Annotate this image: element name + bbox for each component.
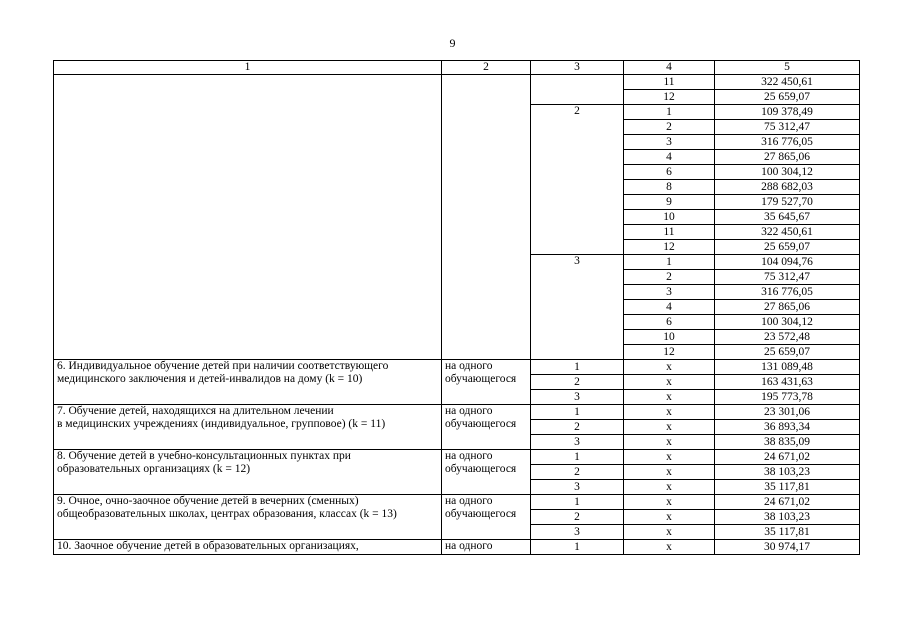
unit-line: на одного: [445, 360, 493, 373]
amount-cell: 27 865,06: [715, 300, 860, 315]
header-col-4: 4: [624, 61, 715, 75]
coef-cell: х: [624, 540, 715, 555]
amount-cell: 75 312,47: [715, 270, 860, 285]
amount-cell: 35 645,67: [715, 210, 860, 225]
coef-cell: 1: [624, 255, 715, 270]
continued-description-cell: [54, 75, 442, 360]
amount-cell: 38 103,23: [715, 465, 860, 480]
level-cell: 3: [531, 390, 624, 405]
amount-cell: 104 094,76: [715, 255, 860, 270]
amount-cell: 322 450,61: [715, 225, 860, 240]
description-line: 7. Обучение детей, находящихся на длительном лечении: [57, 405, 334, 418]
coef-cell: 1: [624, 105, 715, 120]
amount-cell: 30 974,17: [715, 540, 860, 555]
amount-cell: 36 893,34: [715, 420, 860, 435]
level-cell: 3: [531, 255, 624, 360]
amount-cell: 316 776,05: [715, 135, 860, 150]
section-description: [54, 405, 442, 450]
coef-cell: 3: [624, 285, 715, 300]
table-row: [54, 75, 860, 90]
coef-cell: 2: [624, 120, 715, 135]
coef-cell: 2: [624, 270, 715, 285]
coef-cell: х: [624, 360, 715, 375]
unit-line: на одного: [445, 450, 493, 463]
section-unit: [442, 405, 531, 450]
level-cell: 1: [531, 450, 624, 465]
amount-cell: 27 865,06: [715, 150, 860, 165]
amount-cell: 38 103,23: [715, 510, 860, 525]
amount-cell: 163 431,63: [715, 375, 860, 390]
coef-cell: 4: [624, 150, 715, 165]
tariff-table: [53, 60, 860, 555]
level-cell: 1: [531, 495, 624, 510]
coef-cell: 12: [624, 240, 715, 255]
section-unit: на одного: [442, 540, 531, 555]
unit-line: на одного: [445, 495, 493, 508]
amount-cell: 25 659,07: [715, 90, 860, 105]
header-col-3: 3: [531, 61, 624, 75]
coef-cell: 3: [624, 135, 715, 150]
section-description: [54, 495, 442, 540]
level-cell: 3: [531, 480, 624, 495]
coef-cell: 11: [624, 225, 715, 240]
header-col-1: 1: [54, 61, 442, 75]
continued-unit-cell: [442, 75, 531, 360]
coef-cell: 11: [624, 75, 715, 90]
level-cell: 2: [531, 465, 624, 480]
coef-cell: 12: [624, 345, 715, 360]
level-cell: 3: [531, 525, 624, 540]
level-cell: 2: [531, 510, 624, 525]
table-row: [54, 360, 860, 375]
level-cell: 3: [531, 435, 624, 450]
amount-cell: 25 659,07: [715, 345, 860, 360]
header-col-2: 2: [442, 61, 531, 75]
description-line: 9. Очное, очно-заочное обучение детей в вечерних (сменных): [57, 495, 359, 508]
amount-cell: 131 089,48: [715, 360, 860, 375]
description-line: общеобразовательных школах, центрах образования, классах (k = 13): [57, 508, 397, 521]
table-row: [54, 450, 860, 465]
coef-cell: х: [624, 375, 715, 390]
amount-cell: 75 312,47: [715, 120, 860, 135]
amount-cell: 100 304,12: [715, 165, 860, 180]
level-cell: 1: [531, 540, 624, 555]
coef-cell: х: [624, 480, 715, 495]
amount-cell: 179 527,70: [715, 195, 860, 210]
section-unit: [442, 360, 531, 405]
unit-line: обучающегося: [445, 508, 517, 521]
coef-cell: 6: [624, 165, 715, 180]
amount-cell: 100 304,12: [715, 315, 860, 330]
description-line: медицинского заключения и детей-инвалидов на дому (k = 10): [57, 373, 363, 386]
amount-cell: 23 301,06: [715, 405, 860, 420]
table-row: [54, 405, 860, 420]
amount-cell: 24 671,02: [715, 495, 860, 510]
coef-cell: 6: [624, 315, 715, 330]
section-description: [54, 360, 442, 405]
coef-cell: 10: [624, 330, 715, 345]
description-line: образовательных организациях (k = 12): [57, 463, 251, 476]
amount-cell: 322 450,61: [715, 75, 860, 90]
level-cell: 1: [531, 405, 624, 420]
amount-cell: 195 773,78: [715, 390, 860, 405]
section-description: 10. Заочное обучение детей в образовательных организациях,: [54, 540, 442, 555]
description-line: 8. Обучение детей в учебно-консультационных пунктах при: [57, 450, 351, 463]
amount-cell: 288 682,03: [715, 180, 860, 195]
level-cell: 2: [531, 105, 624, 255]
level-cell: 2: [531, 375, 624, 390]
amount-cell: 35 117,81: [715, 525, 860, 540]
coef-cell: х: [624, 435, 715, 450]
level-cell: 1: [531, 360, 624, 375]
table-row: [54, 495, 860, 510]
coef-cell: х: [624, 420, 715, 435]
section-unit: [442, 450, 531, 495]
coef-cell: 10: [624, 210, 715, 225]
coef-cell: 4: [624, 300, 715, 315]
coef-cell: х: [624, 390, 715, 405]
coef-cell: 9: [624, 195, 715, 210]
description-line: в медицинских учреждениях (индивидуальное, групповое) (k = 11): [57, 418, 386, 431]
coef-cell: 8: [624, 180, 715, 195]
amount-cell: 23 572,48: [715, 330, 860, 345]
amount-cell: 25 659,07: [715, 240, 860, 255]
unit-line: обучающегося: [445, 373, 517, 386]
coef-cell: х: [624, 510, 715, 525]
coef-cell: 12: [624, 90, 715, 105]
coef-cell: х: [624, 450, 715, 465]
coef-cell: х: [624, 405, 715, 420]
amount-cell: 38 835,09: [715, 435, 860, 450]
level-cell: 2: [531, 420, 624, 435]
continued-level-cell: [531, 75, 624, 105]
description-line: 6. Индивидуальное обучение детей при наличии соответствующего: [57, 360, 389, 373]
section-description: [54, 450, 442, 495]
table-row: [54, 540, 860, 555]
table-header-row: [54, 61, 860, 75]
coef-cell: х: [624, 525, 715, 540]
amount-cell: 24 671,02: [715, 450, 860, 465]
unit-line: обучающегося: [445, 418, 517, 431]
amount-cell: 109 378,49: [715, 105, 860, 120]
header-col-5: 5: [715, 61, 860, 75]
unit-line: на одного: [445, 405, 493, 418]
coef-cell: х: [624, 495, 715, 510]
amount-cell: 35 117,81: [715, 480, 860, 495]
section-unit: [442, 495, 531, 540]
page-number: 9: [449, 36, 456, 50]
amount-cell: 316 776,05: [715, 285, 860, 300]
unit-line: обучающегося: [445, 463, 517, 476]
coef-cell: х: [624, 465, 715, 480]
